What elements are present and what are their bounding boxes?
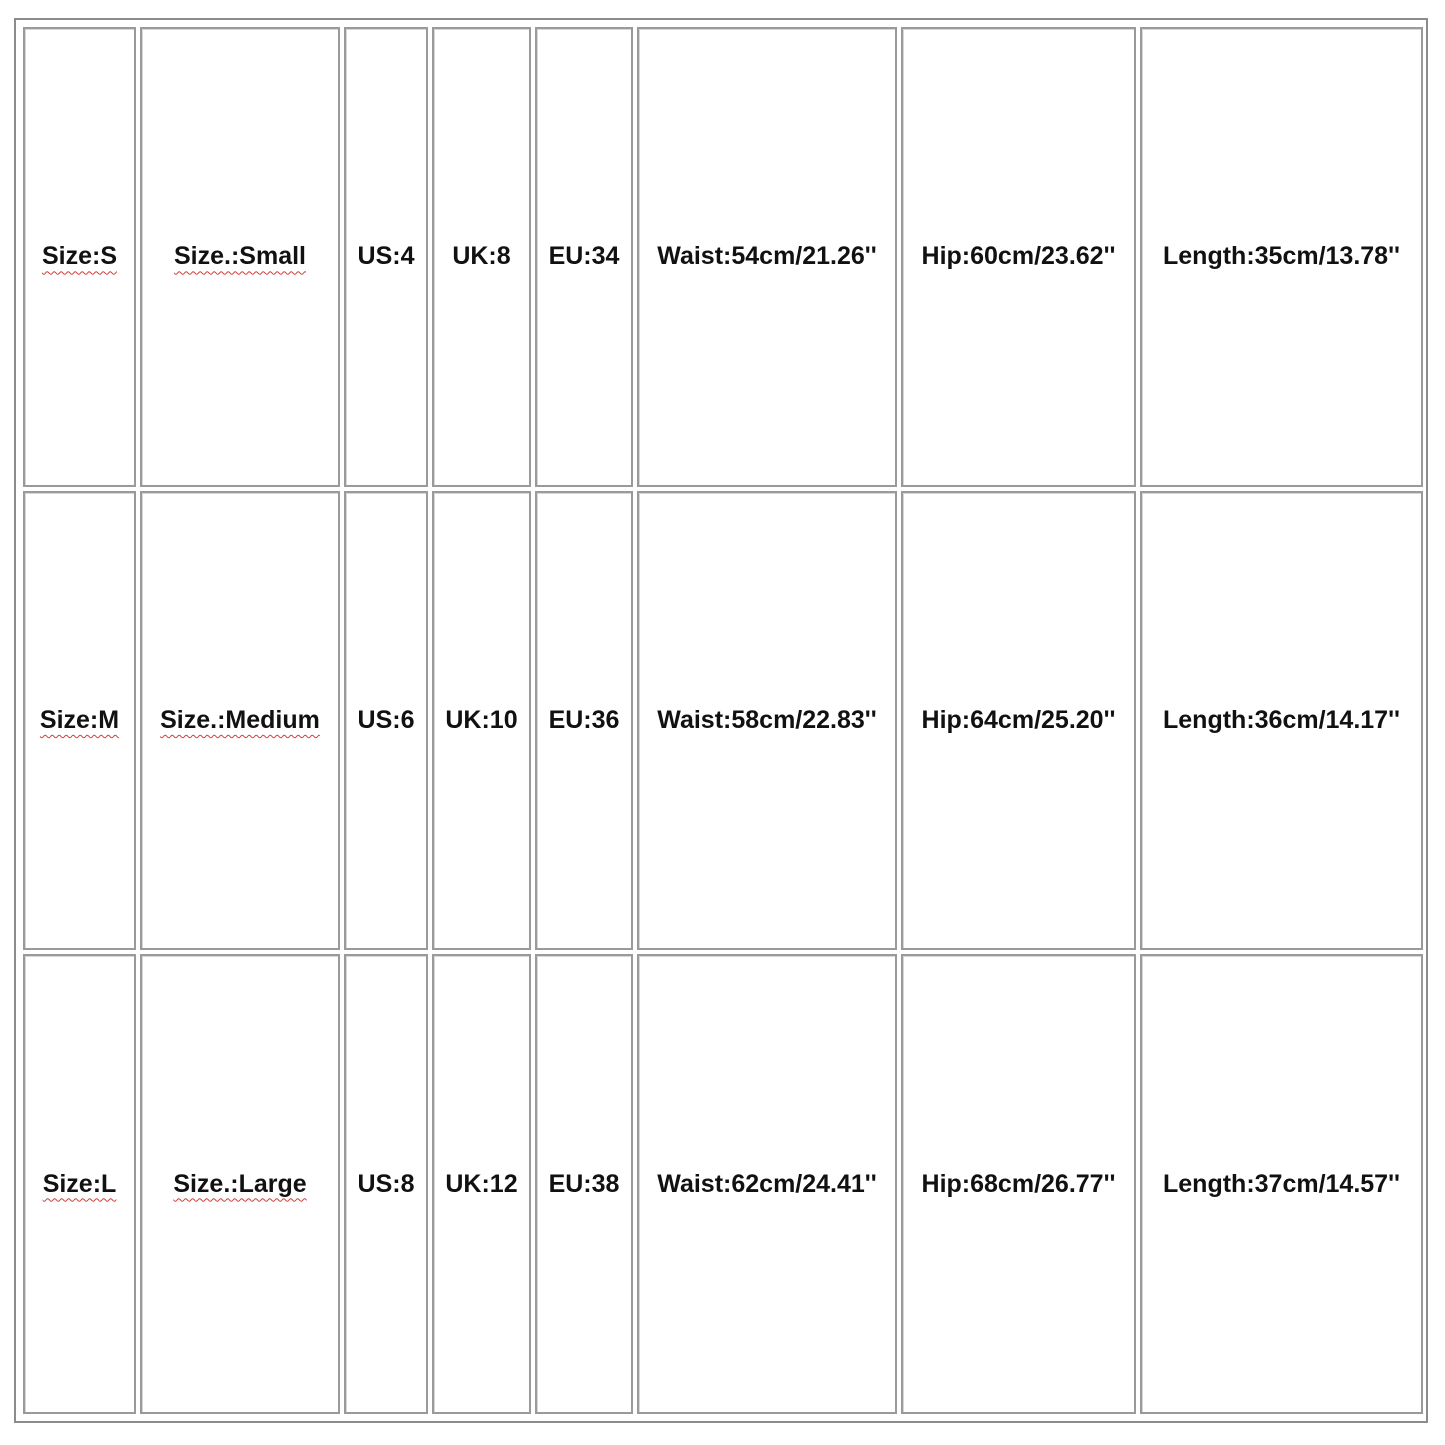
length-measure: Length:35cm/13.78'' xyxy=(1163,242,1400,271)
size-name: Size.:Small xyxy=(174,242,306,271)
uk-size: UK:10 xyxy=(445,705,518,734)
hip-measure: Hip:60cm/23.62'' xyxy=(921,242,1116,271)
waist-measure: Waist:58cm/22.83'' xyxy=(657,705,877,734)
us-size-cell xyxy=(344,27,428,487)
eu-size-cell xyxy=(535,954,633,1414)
size-code-cell xyxy=(23,954,136,1414)
us-size: US:4 xyxy=(357,242,415,271)
uk-size-cell xyxy=(432,27,531,487)
size-code-cell xyxy=(23,27,136,487)
us-size: US:6 xyxy=(357,705,415,734)
uk-size: UK:12 xyxy=(445,1169,518,1198)
waist-measure: Waist:54cm/21.26'' xyxy=(657,242,877,271)
uk-size-cell xyxy=(432,491,531,951)
length-measure: Length:36cm/14.17'' xyxy=(1163,705,1400,734)
size-name: Size.:Medium xyxy=(160,705,320,734)
hip-measure: Hip:64cm/25.20'' xyxy=(921,705,1116,734)
hip-measure: Hip:68cm/26.77'' xyxy=(921,1169,1116,1198)
waist-cell xyxy=(637,954,897,1414)
waist-cell xyxy=(637,491,897,951)
us-size-cell xyxy=(344,954,428,1414)
size-code: Size:S xyxy=(41,242,118,271)
length-measure: Length:37cm/14.57'' xyxy=(1163,1169,1400,1198)
size-name-cell xyxy=(140,954,340,1414)
size-chart xyxy=(14,18,1428,1423)
eu-size-cell xyxy=(535,27,633,487)
size-name: Size.:Large xyxy=(173,1169,307,1198)
us-size: US:8 xyxy=(357,1169,415,1198)
eu-size: EU:38 xyxy=(548,1169,620,1198)
uk-size: UK:8 xyxy=(452,242,511,271)
waist-cell xyxy=(637,27,897,487)
table-row-small xyxy=(23,27,1423,487)
length-cell xyxy=(1140,491,1423,951)
size-table xyxy=(19,23,1427,1418)
eu-size-cell xyxy=(535,491,633,951)
table-row-medium xyxy=(23,491,1423,951)
waist-measure: Waist:62cm/24.41'' xyxy=(657,1169,877,1198)
hip-cell xyxy=(901,27,1136,487)
length-cell xyxy=(1140,27,1423,487)
size-code-cell xyxy=(23,491,136,951)
size-name-cell xyxy=(140,491,340,951)
eu-size: EU:34 xyxy=(548,242,620,271)
hip-cell xyxy=(901,491,1136,951)
uk-size-cell xyxy=(432,954,531,1414)
size-code: Size:M xyxy=(39,705,120,734)
table-row-large xyxy=(23,954,1423,1414)
size-name-cell xyxy=(140,27,340,487)
us-size-cell xyxy=(344,491,428,951)
size-code: Size:L xyxy=(42,1169,117,1198)
eu-size: EU:36 xyxy=(548,705,620,734)
length-cell xyxy=(1140,954,1423,1414)
hip-cell xyxy=(901,954,1136,1414)
